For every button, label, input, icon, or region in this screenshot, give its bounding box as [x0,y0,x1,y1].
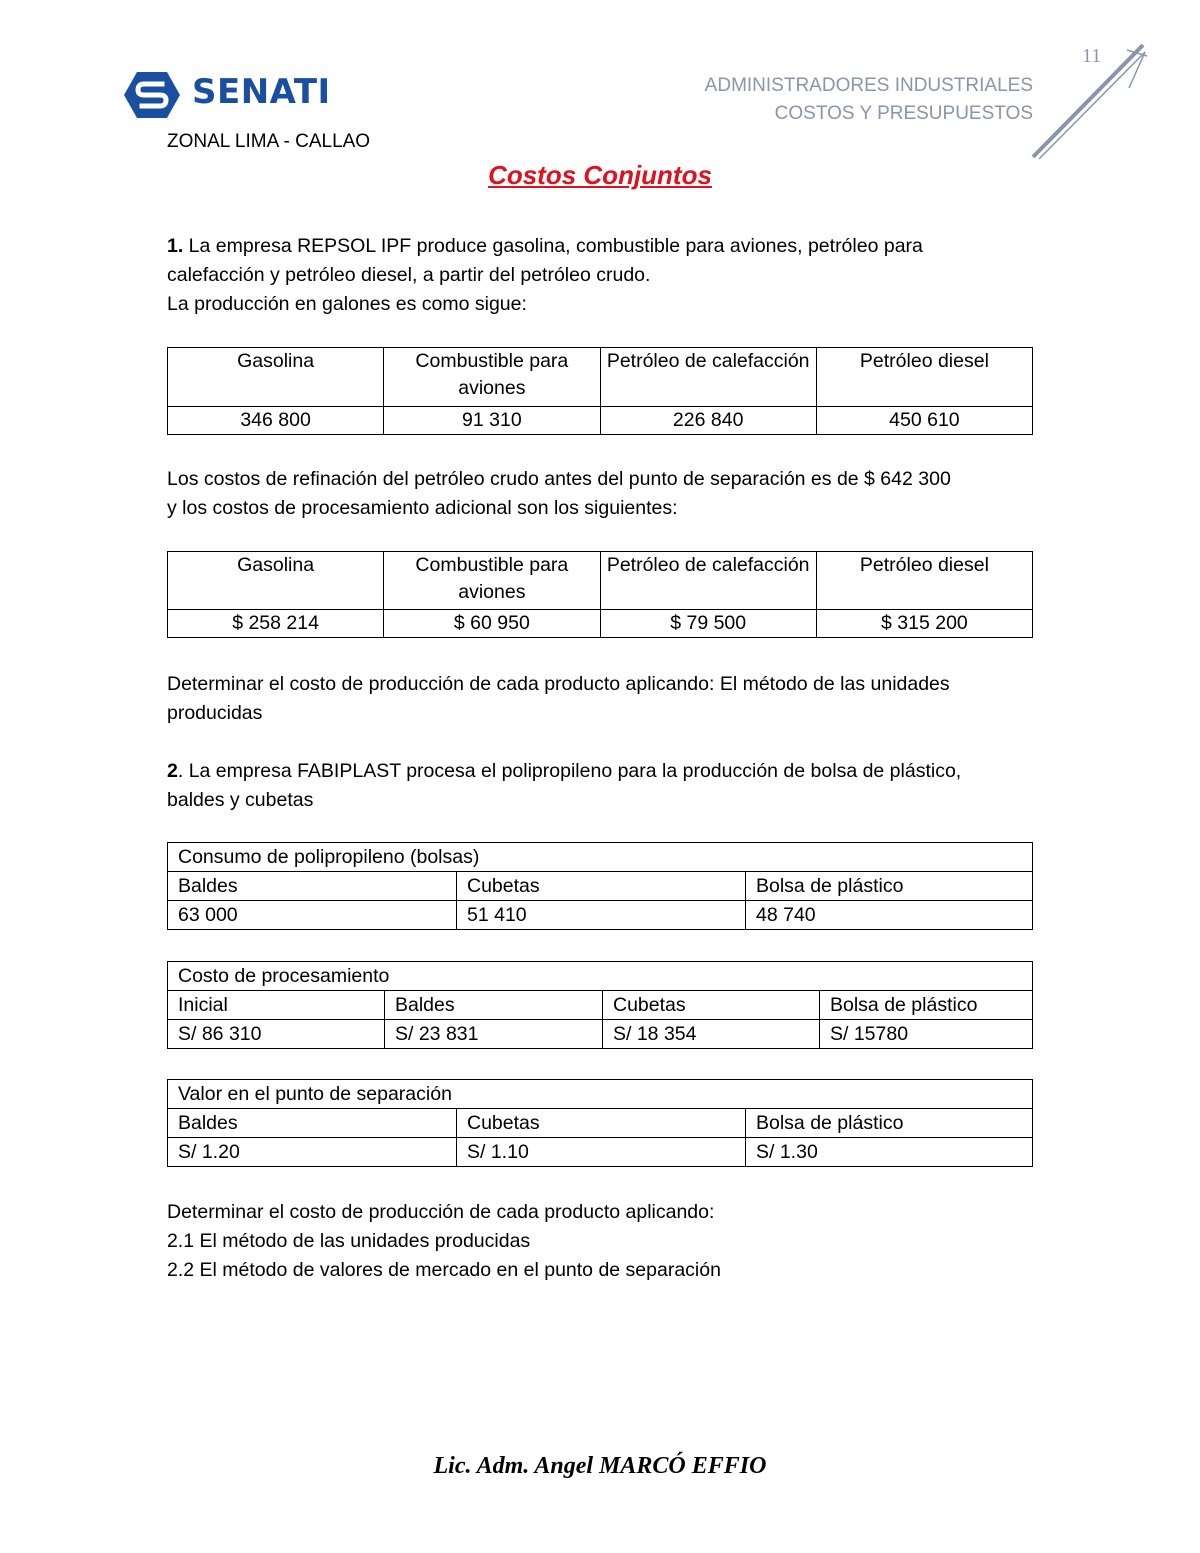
table-header: Cubetas [603,991,820,1020]
table-cell: S/ 18 354 [603,1020,820,1049]
table-cell: 51 410 [457,901,746,930]
table-title: Valor en el punto de separación [168,1080,1033,1109]
table-title: Costo de procesamiento [168,962,1033,991]
production-table [167,347,1033,435]
table-header: Petróleo de calefacción [600,348,816,407]
author-footer: Lic. Adm. Angel MARCÓ EFFIO [433,1453,767,1479]
table-cell: 346 800 [168,407,384,435]
problem2-intro: 2. La empresa FABIPLAST procesa el polipropileno para la producción de bolsa de plástico, baldes y cubetas [167,760,962,811]
problem1-task: Determinar el costo de producción de cada producto aplicando: El método de las unidades producidas [167,673,950,724]
table-header: Baldes [168,1109,457,1138]
problem2-number: 2 [167,760,178,782]
table-cell: S/ 1.20 [168,1138,457,1167]
problem1-intro: 1. La empresa REPSOL IPF produce gasolina, combustible para aviones, petróleo para calefacción y petróleo diesel, a partir del petróleo crudo. La producción en galones es como sigue: [167,235,923,315]
logo-text: SENATI [192,72,331,112]
split-value-table [167,1079,1033,1167]
table-cell: $ 79 500 [600,610,816,638]
additional-costs-table [167,551,1033,638]
table-cell: 91 310 [384,407,600,435]
table-header: Combustible para aviones [384,348,600,407]
table-cell: 226 840 [600,407,816,435]
table-cell: 450 610 [816,407,1032,435]
table-header: Baldes [168,872,457,901]
pen-icon [1025,40,1150,165]
table-cell: $ 258 214 [168,610,384,638]
problem1-costs: Los costos de refinación del petróleo crudo antes del punto de separación es de $ 642 300 y los costos de procesamiento adicional son los siguientes: [167,468,951,519]
table-header: Bolsa de plástico [820,991,1033,1020]
table-header: Petróleo diesel [816,552,1032,610]
table-header: Baldes [385,991,603,1020]
table-cell: 48 740 [746,901,1033,930]
problem1-number: 1. [167,235,184,257]
problem2-task: Determinar el costo de producción de cada producto aplicando: 2.1 El método de las unidades producidas 2.2 El método de valores de mercado en el punto de separación [167,1201,721,1281]
table-cell: S/ 86 310 [168,1020,385,1049]
page-number: 11 [1082,45,1102,67]
course-name: COSTOS Y PRESUPUESTOS [774,103,1033,124]
zonal-label: ZONAL LIMA - CALLAO [167,131,371,152]
table-header: Bolsa de plástico [746,1109,1033,1138]
table-header: Gasolina [168,348,384,407]
table-cell: 63 000 [168,901,457,930]
table-cell: $ 60 950 [384,610,600,638]
senati-logo-icon [122,70,182,120]
page-title: Costos Conjuntos [488,160,712,190]
table-header: Cubetas [457,872,746,901]
table-cell: S/ 1.10 [457,1138,746,1167]
table-header: Inicial [168,991,385,1020]
program-name: ADMINISTRADORES INDUSTRIALES [704,75,1033,96]
table-header: Petróleo de calefacción [600,552,816,610]
table-cell: S/ 15780 [820,1020,1033,1049]
table-header: Cubetas [457,1109,746,1138]
table-header: Bolsa de plástico [746,872,1033,901]
consumption-table [167,842,1033,930]
table-header: Gasolina [168,552,384,610]
table-cell: S/ 1.30 [746,1138,1033,1167]
table-title: Consumo de polipropileno (bolsas) [168,843,1033,872]
table-header: Combustible para aviones [384,552,600,610]
table-header: Petróleo diesel [816,348,1032,407]
header-course-info [705,72,1033,128]
table-cell: S/ 23 831 [385,1020,603,1049]
senati-logo [122,70,332,120]
table-cell: $ 315 200 [816,610,1032,638]
processing-cost-table [167,961,1033,1049]
